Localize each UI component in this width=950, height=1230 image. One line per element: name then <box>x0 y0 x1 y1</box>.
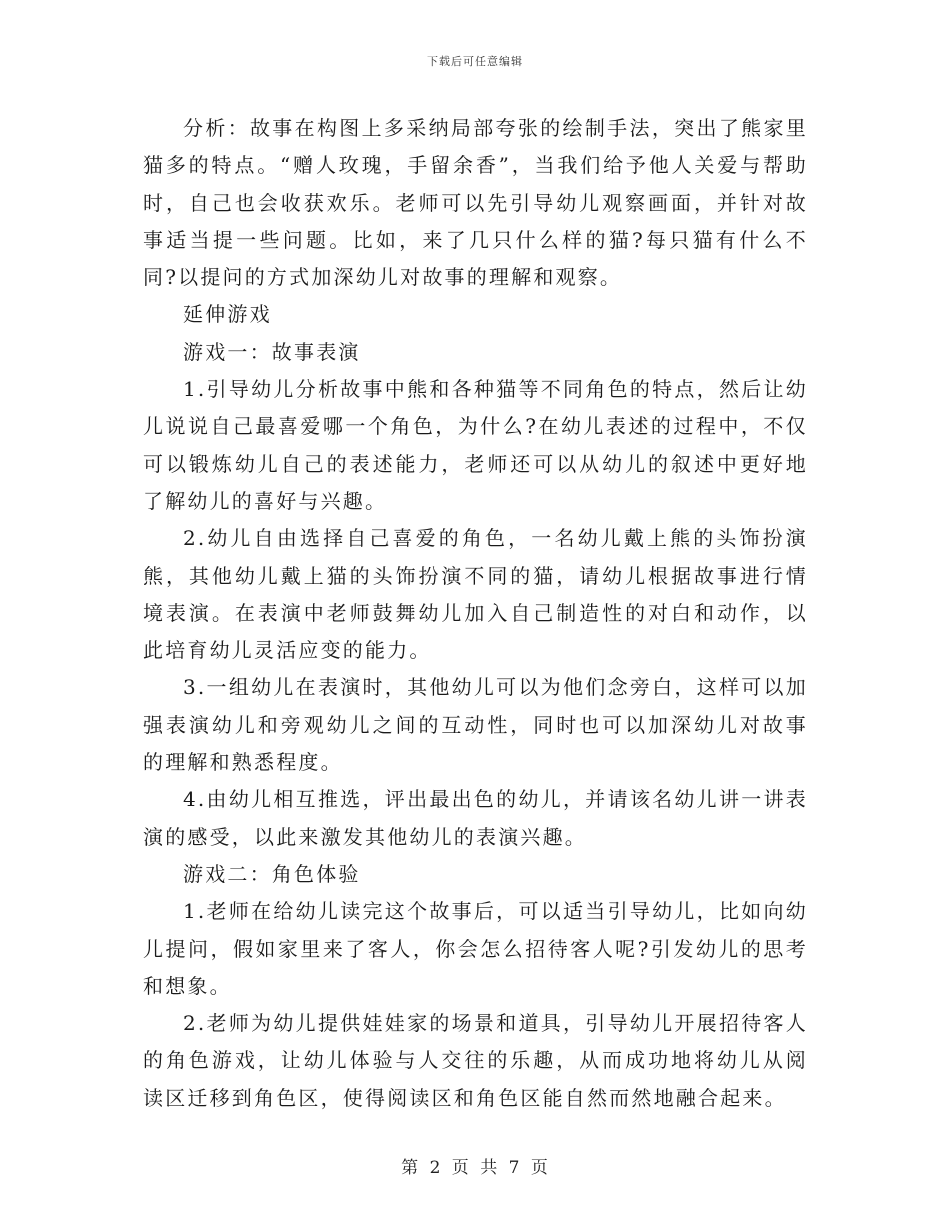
header-note: 下载后可任意编辑 <box>427 55 523 68</box>
paragraph-game-one-step-3: 3.一组幼儿在表演时，其他幼儿可以为他们念旁白，这样可以加强表演幼儿和旁观幼儿之间的互动性，同时也可以加深幼儿对故事的理解和熟悉程度。 <box>143 675 808 775</box>
paragraph-game-two-step-2: 2.老师为幼儿提供娃娃家的场景和道具，引导幼儿开展招待客人的角色游戏，让幼儿体验与人交往的乐趣，从而成功地将幼儿从阅读区迁移到角色区，使得阅读区和角色区能自然而然地融合起来。 <box>143 1011 808 1110</box>
section-heading-extension-games: 延伸游戏 <box>183 302 272 327</box>
paragraph-game-one-step-4: 4.由幼儿相互推选，评出最出色的幼儿，并请该名幼儿讲一讲表演的感受，以此来激发其他幼儿的表演兴趣。 <box>143 787 808 849</box>
paragraph-analysis: 分析：故事在构图上多采纳局部夸张的绘制手法，突出了熊家里猫多的特点。“赠人玫瑰，手留余香”，当我们给予他人关爱与帮助时，自己也会收获欢乐。老师可以先引导幼儿观察画面，并针对故事适当提一些问题。比如，来了几只什么样的猫?每只猫有什么不同?以提问的方式加深幼儿对故事的理解和观察。 <box>143 116 808 290</box>
subheading-game-two: 游戏二：角色体验 <box>183 861 361 886</box>
document-body <box>143 110 808 1117</box>
paragraph-game-two-step-1: 1.老师在给幼儿读完这个故事后，可以适当引导幼儿，比如向幼儿提问，假如家里来了客人，你会怎么招待客人呢?引发幼儿的思考和想象。 <box>143 899 808 998</box>
page-number-footer: 第 2 页 共 7 页 <box>401 1158 549 1178</box>
paragraph-game-one-step-2: 2.幼儿自由选择自己喜爱的角色，一名幼儿戴上熊的头饰扮演熊，其他幼儿戴上猫的头饰扮演不同的猫，请幼儿根据故事进行情境表演。在表演中老师鼓舞幼儿加入自己制造性的对白和动作，以此培育幼儿灵活应变的能力。 <box>143 526 808 663</box>
subheading-game-one: 游戏一：故事表演 <box>183 339 361 364</box>
paragraph-game-one-step-1: 1.引导幼儿分析故事中熊和各种猫等不同角色的特点，然后让幼儿说说自己最喜爱哪一个角色，为什么?在幼儿表述的过程中，不仅可以锻炼幼儿自己的表述能力，老师还可以从幼儿的叙述中更好地了解幼儿的喜好与兴趣。 <box>143 377 808 513</box>
